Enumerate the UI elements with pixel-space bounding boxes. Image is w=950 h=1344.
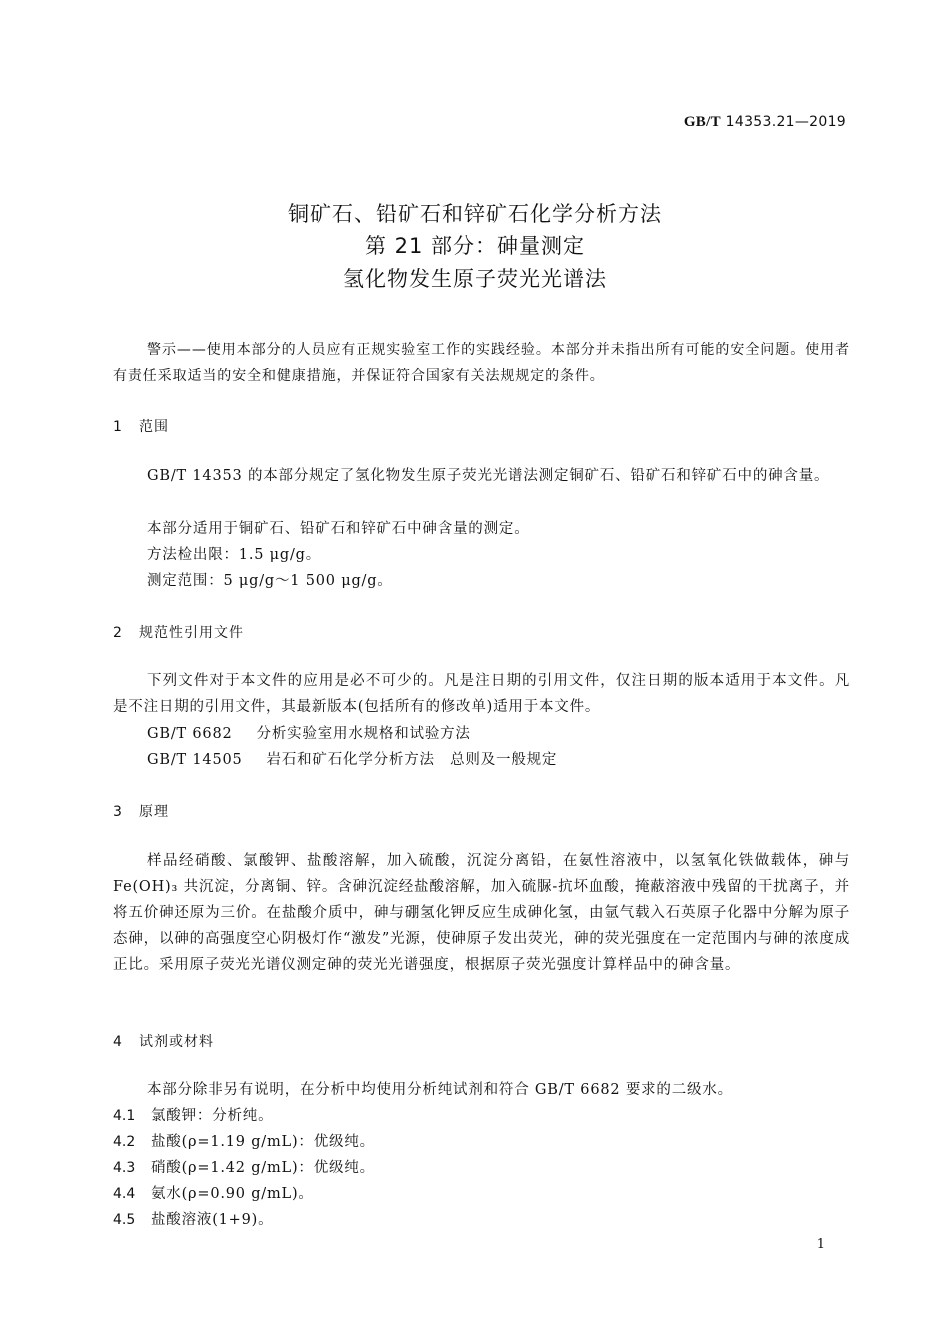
section-heading-reagents [113,1031,214,1051]
item-number: 4.2 [113,1134,136,1150]
item-text: 盐酸溶液(1+9)。 [151,1212,274,1228]
item-text: 氯酸钾：分析纯。 [151,1108,274,1124]
standard-prefix: GB/T [683,114,721,130]
scope-paragraph-1: GB/T 14353 的本部分规定了氢化物发生原子荧光光谱法测定铜矿石、铅矿石和锌矿石中的砷含量。 [147,468,830,484]
reagent-item [113,1156,375,1177]
title-line-2: 第 21 部分：砷量测定 [364,234,586,258]
reagents-paragraph: 本部分除非另有说明，在分析中均使用分析纯试剂和符合 GB/T 6682 要求的二级水。 [147,1082,733,1098]
section-number: 2 [113,625,123,641]
item-number: 4.1 [113,1108,136,1124]
reference-name: 岩石和矿石化学分析方法 总则及一般规定 [266,752,558,768]
item-number: 4.4 [113,1186,136,1202]
measuring-range: 测定范围：5 μg/g～1 500 μg/g。 [147,573,393,589]
reference-item [147,722,471,743]
page-number: 1 [816,1237,825,1252]
reagent-item [113,1130,375,1151]
section-heading-principle [113,801,169,821]
reagent-item [113,1104,273,1125]
reagent-item [113,1208,273,1229]
item-number: 4.5 [113,1212,136,1228]
standard-code: 14353.21—2019 [725,114,846,130]
scope-paragraph-2: 本部分适用于铜矿石、铅矿石和锌矿石中砷含量的测定。 [147,521,530,537]
section-title: 范围 [139,419,169,435]
warning-paragraph: 警示——使用本部分的人员应有正规实验室工作的实践经验。本部分并未指出所有可能的安全问题。使用者有责任采取适当的安全和健康措施，并保证符合国家有关法规规定的条件。 [113,342,850,384]
section-title: 试剂或材料 [139,1034,214,1050]
standard-number [684,114,846,131]
item-number: 4.3 [113,1160,136,1176]
section-title: 原理 [139,804,169,820]
reagent-item [113,1182,314,1203]
section-heading-normative-references [113,622,244,642]
item-text: 盐酸(ρ=1.19 g/mL)：优级纯。 [151,1134,375,1150]
reference-name: 分析实验室用水规格和试验方法 [256,726,471,742]
item-text: 氨水(ρ=0.90 g/mL)。 [151,1186,314,1202]
section-number: 1 [113,419,123,435]
reference-code: GB/T 14505 [147,752,243,768]
principle-paragraph: 样品经硝酸、氯酸钾、盐酸溶解，加入硫酸，沉淀分离铅，在氨性溶液中，以氢氧化铁做载体，砷与 Fe(OH)₃ 共沉淀，分离铜、锌。含砷沉淀经盐酸溶解，加入硫脲-抗坏血酸，掩蔽溶液中残留的干扰离子，并将五价砷还原为三价。在盐酸介质中，砷与硼氢化钾反应生成砷化氢，由氩气载入石英原子化器中分解为原子态砷，以砷的高强度空心阴极灯作“激发”光源，使砷原子发出荧光，砷的荧光强度在一定范围内与砷的浓度成正比。采用原子荧光光谱仪测定砷的荧光光谱强度，根据原子荧光强度计算样品中的砷含量。 [113,853,850,973]
section-number: 4 [113,1034,123,1050]
title-line-1: 铜矿石、铅矿石和锌矿石化学分析方法 [288,202,662,226]
references-paragraph: 下列文件对于本文件的应用是必不可少的。凡是注日期的引用文件，仅注日期的版本适用于本文件。凡是不注日期的引用文件，其最新版本(包括所有的修改单)适用于本文件。 [113,673,850,715]
reference-code: GB/T 6682 [147,726,233,742]
section-number: 3 [113,804,123,820]
section-heading-scope [113,416,169,436]
item-text: 硝酸(ρ=1.42 g/mL)：优级纯。 [151,1160,375,1176]
section-title: 规范性引用文件 [139,625,244,641]
detection-limit: 方法检出限：1.5 μg/g。 [147,547,322,563]
title-line-3: 氢化物发生原子荧光光谱法 [343,267,607,291]
reference-item [147,748,557,769]
